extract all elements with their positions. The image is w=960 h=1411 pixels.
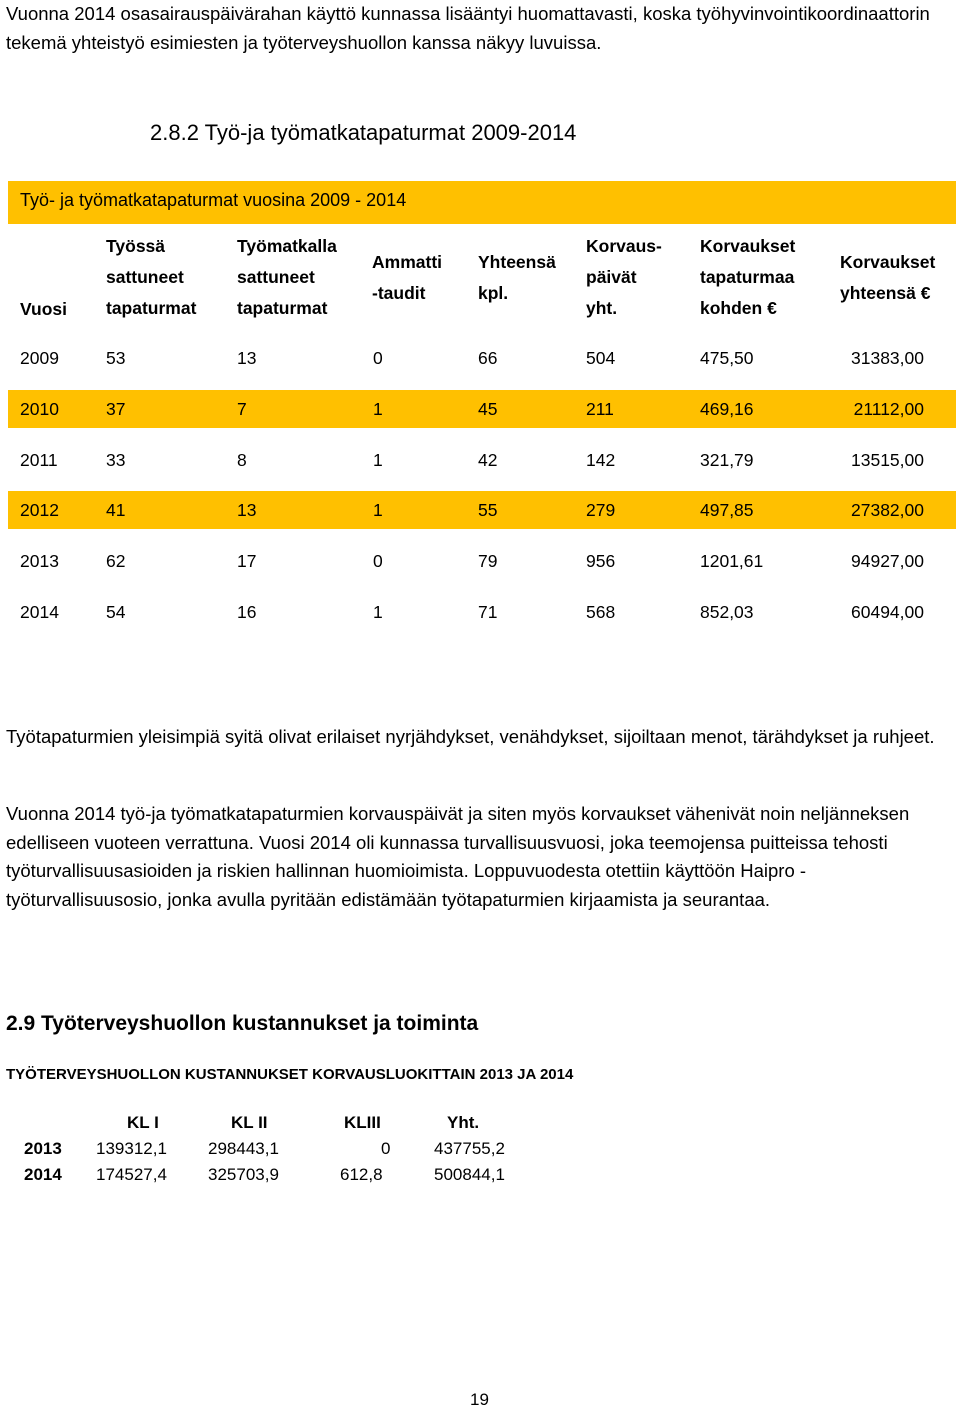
- cell-tyomatkalla: 13: [237, 500, 257, 520]
- cell-ammatti: 1: [373, 500, 383, 520]
- cell-yhteensa: 42: [478, 450, 498, 470]
- page-number: 19: [470, 1390, 489, 1409]
- cell-korvauspaivat: 211: [586, 399, 614, 419]
- cell-ammatti: 0: [373, 551, 383, 571]
- cell-korvauspaivat: 504: [586, 348, 616, 368]
- cell-yhteensa: 45: [478, 399, 498, 419]
- kl-header-3: KLIII: [344, 1113, 381, 1132]
- kl-header-total: Yht.: [447, 1113, 480, 1132]
- cell-korvaukset-kohden: 469,16: [700, 399, 754, 419]
- paragraph-summary: Vuonna 2014 työ-ja työmatkatapaturmien korvauspäivät ja siten myös korvaukset vähenivät noin neljänneksen edelliseen vuoteen verrattuna. Vuosi 2014 oli kunnassa turvallisuusvuosi, joka teemojensa puitteissa tehosti työturvallisuusasioiden ja riskien hallinnan huomioimista. Loppuvuodesta otettiin käyttöön Haipro -työturvallisuusosio, jonka avulla pyritään edistämään työtapaturmien kirjaamista ja seurantaa.: [6, 803, 910, 910]
- cell-ammatti: 0: [373, 348, 383, 368]
- cell-year: 2013: [20, 551, 59, 571]
- cell-yhteensa: 66: [478, 348, 498, 368]
- cell-korvaukset-kohden: 475,50: [700, 348, 754, 368]
- table-row: [8, 593, 956, 631]
- cell-year: 2011: [20, 450, 58, 470]
- cell-korvaukset-kohden: 852,03: [700, 602, 754, 622]
- cell-tyomatkalla: 17: [237, 551, 257, 571]
- header-tyossa: Työssä sattuneet tapaturmat: [106, 236, 197, 318]
- cell-tyossa: 37: [106, 399, 126, 419]
- header-ammatti: Ammatti -taudit: [372, 252, 443, 303]
- cell-korvauspaivat: 142: [586, 450, 616, 470]
- cell-year: 2014: [20, 602, 59, 622]
- kl-row-value: 612,8: [340, 1165, 383, 1184]
- table-caption: Työ- ja työmatkatapaturmat vuosina 2009 - 2014: [20, 190, 407, 210]
- header-yhteensa: Yhteensä kpl.: [478, 252, 556, 303]
- header-korvaukset-kohden: Korvaukset tapaturmaa kohden €: [700, 236, 796, 318]
- kl-header-1: KL I: [127, 1113, 159, 1132]
- table-row: [8, 542, 956, 580]
- heading-kl-table: TYÖTERVEYSHUOLLON KUSTANNUKSET KORVAUSLUOKITTAIN 2013 JA 2014: [6, 1066, 574, 1083]
- cell-year: 2010: [20, 399, 59, 419]
- table-row: [8, 491, 956, 529]
- kl-row-total: 500844,1: [434, 1165, 505, 1184]
- cell-yhteensa: 79: [478, 551, 498, 571]
- header-korvaukset-yhteensa: Korvaukset yhteensä €: [840, 252, 936, 303]
- table-row: [8, 390, 956, 428]
- kl-row-value: 174527,4: [96, 1165, 167, 1184]
- header-korvauspaivat: Korvaus- päivät yht.: [586, 236, 662, 318]
- cell-ammatti: 1: [373, 602, 383, 622]
- cell-year: 2012: [20, 500, 59, 520]
- cell-tyomatkalla: 13: [237, 348, 257, 368]
- cell-korvauspaivat: 956: [586, 551, 616, 571]
- cell-tyomatkalla: 8: [237, 450, 247, 470]
- kl-row-value: 139312,1: [96, 1139, 167, 1158]
- cell-tyossa: 33: [106, 450, 126, 470]
- cell-year: 2009: [20, 348, 59, 368]
- cell-ammatti: 1: [373, 450, 383, 470]
- cell-korvaukset-kohden: 497,85: [700, 500, 754, 520]
- cell-korvauspaivat: 568: [586, 602, 616, 622]
- table-caption-banner: [8, 181, 956, 224]
- heading-2-9: 2.9 Työterveyshuollon kustannukset ja toiminta: [6, 1012, 479, 1035]
- cell-tyossa: 41: [106, 500, 126, 520]
- cell-korvaukset-yht: 27382,00: [851, 500, 924, 520]
- cell-tyomatkalla: 16: [237, 602, 257, 622]
- header-tyomatkalla: Työmatkalla sattuneet tapaturmat: [237, 236, 337, 318]
- kl-header-2: KL II: [231, 1113, 268, 1132]
- cell-tyomatkalla: 7: [237, 399, 247, 419]
- section-title: 2.8.2 Työ-ja työmatkatapaturmat 2009-2014: [150, 120, 577, 145]
- cell-yhteensa: 55: [478, 500, 498, 520]
- kl-row-total: 437755,2: [434, 1139, 505, 1158]
- cell-korvaukset-yht: 21112,00: [853, 399, 924, 419]
- cell-korvaukset-kohden: 1201,61: [700, 551, 764, 571]
- cell-korvaukset-yht: 13515,00: [851, 450, 924, 470]
- cell-yhteensa: 71: [478, 602, 498, 622]
- cell-korvaukset-yht: 94927,00: [851, 551, 924, 571]
- header-vuosi: Vuosi: [20, 299, 67, 319]
- cell-tyossa: 53: [106, 348, 126, 368]
- kl-row-year: 2014: [24, 1165, 62, 1184]
- cell-tyossa: 54: [106, 602, 126, 622]
- cell-korvauspaivat: 279: [586, 500, 616, 520]
- table-row: [8, 441, 956, 479]
- table-row: [8, 339, 956, 377]
- cell-tyossa: 62: [106, 551, 126, 571]
- kl-row-year: 2013: [24, 1139, 62, 1158]
- cell-korvaukset-yht: 31383,00: [851, 348, 924, 368]
- intro-paragraph: Vuonna 2014 osasairauspäivärahan käyttö kunnassa lisääntyi huomattavasti, koska työhyvinvointikoordinaattorin tekemä yhteistyö esimiesten ja työterveyshuollon kanssa näkyy luvuissa.: [6, 3, 930, 53]
- cell-korvaukset-yht: 60494,00: [851, 602, 924, 622]
- cell-korvaukset-kohden: 321,79: [700, 450, 754, 470]
- paragraph-causes: Työtapaturmien yleisimpiä syitä olivat erilaiset nyrjähdykset, venähdykset, sijoiltaan menot, tärähdykset ja ruhjeet.: [6, 726, 935, 747]
- cell-ammatti: 1: [373, 399, 383, 419]
- kl-row-value: 298443,1: [208, 1139, 279, 1158]
- kl-row-value: 325703,9: [208, 1165, 279, 1184]
- kl-row-value: 0: [381, 1139, 391, 1158]
